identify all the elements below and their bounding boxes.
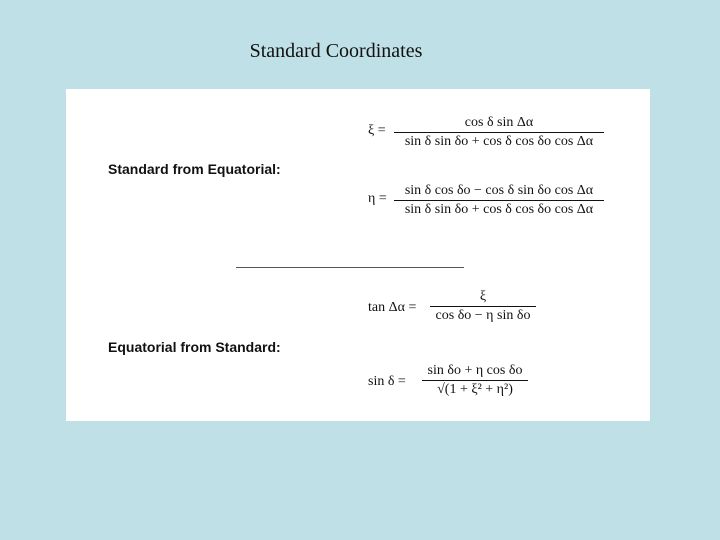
equation-eta-fraction bbox=[394, 183, 604, 218]
equation-xi bbox=[368, 115, 608, 159]
equation-tan-fraction bbox=[430, 289, 536, 324]
equation-eta-lhs: η = bbox=[368, 191, 387, 206]
equation-tan-numerator: ξ bbox=[479, 289, 487, 304]
fraction-bar bbox=[394, 132, 604, 133]
label-equatorial-from-standard: Equatorial from Standard: bbox=[108, 339, 281, 355]
equations-panel bbox=[66, 89, 650, 421]
fraction-bar bbox=[422, 380, 528, 381]
equation-tan-denominator: cos δo − η sin δo bbox=[435, 308, 531, 323]
equation-xi-numerator: cos δ sin Δα bbox=[464, 115, 534, 130]
equation-eta-numerator: sin δ cos δo − cos δ sin δo cos Δα bbox=[404, 183, 594, 198]
equation-eta-denominator: sin δ sin δo + cos δ cos δo cos Δα bbox=[404, 202, 594, 217]
equation-xi-fraction bbox=[394, 115, 604, 150]
section-divider bbox=[236, 267, 464, 268]
fraction-bar bbox=[430, 306, 536, 307]
equation-xi-lhs: ξ = bbox=[368, 123, 386, 138]
label-standard-from-equatorial: Standard from Equatorial: bbox=[108, 161, 281, 177]
equation-tan bbox=[368, 289, 568, 333]
fraction-bar bbox=[394, 200, 604, 201]
equation-sin bbox=[368, 363, 568, 411]
equation-sin-numerator: sin δo + η cos δo bbox=[427, 363, 523, 378]
slide-title: Standard Coordinates bbox=[249, 40, 423, 62]
equation-sin-lhs: sin δ = bbox=[368, 374, 406, 389]
equation-eta bbox=[368, 183, 608, 227]
equation-xi-denominator: sin δ sin δo + cos δ cos δo cos Δα bbox=[404, 134, 594, 149]
equation-tan-lhs: tan Δα = bbox=[368, 300, 417, 315]
equation-sin-denominator: √(1 + ξ² + η²) bbox=[437, 382, 513, 397]
equation-sin-fraction bbox=[422, 363, 528, 398]
